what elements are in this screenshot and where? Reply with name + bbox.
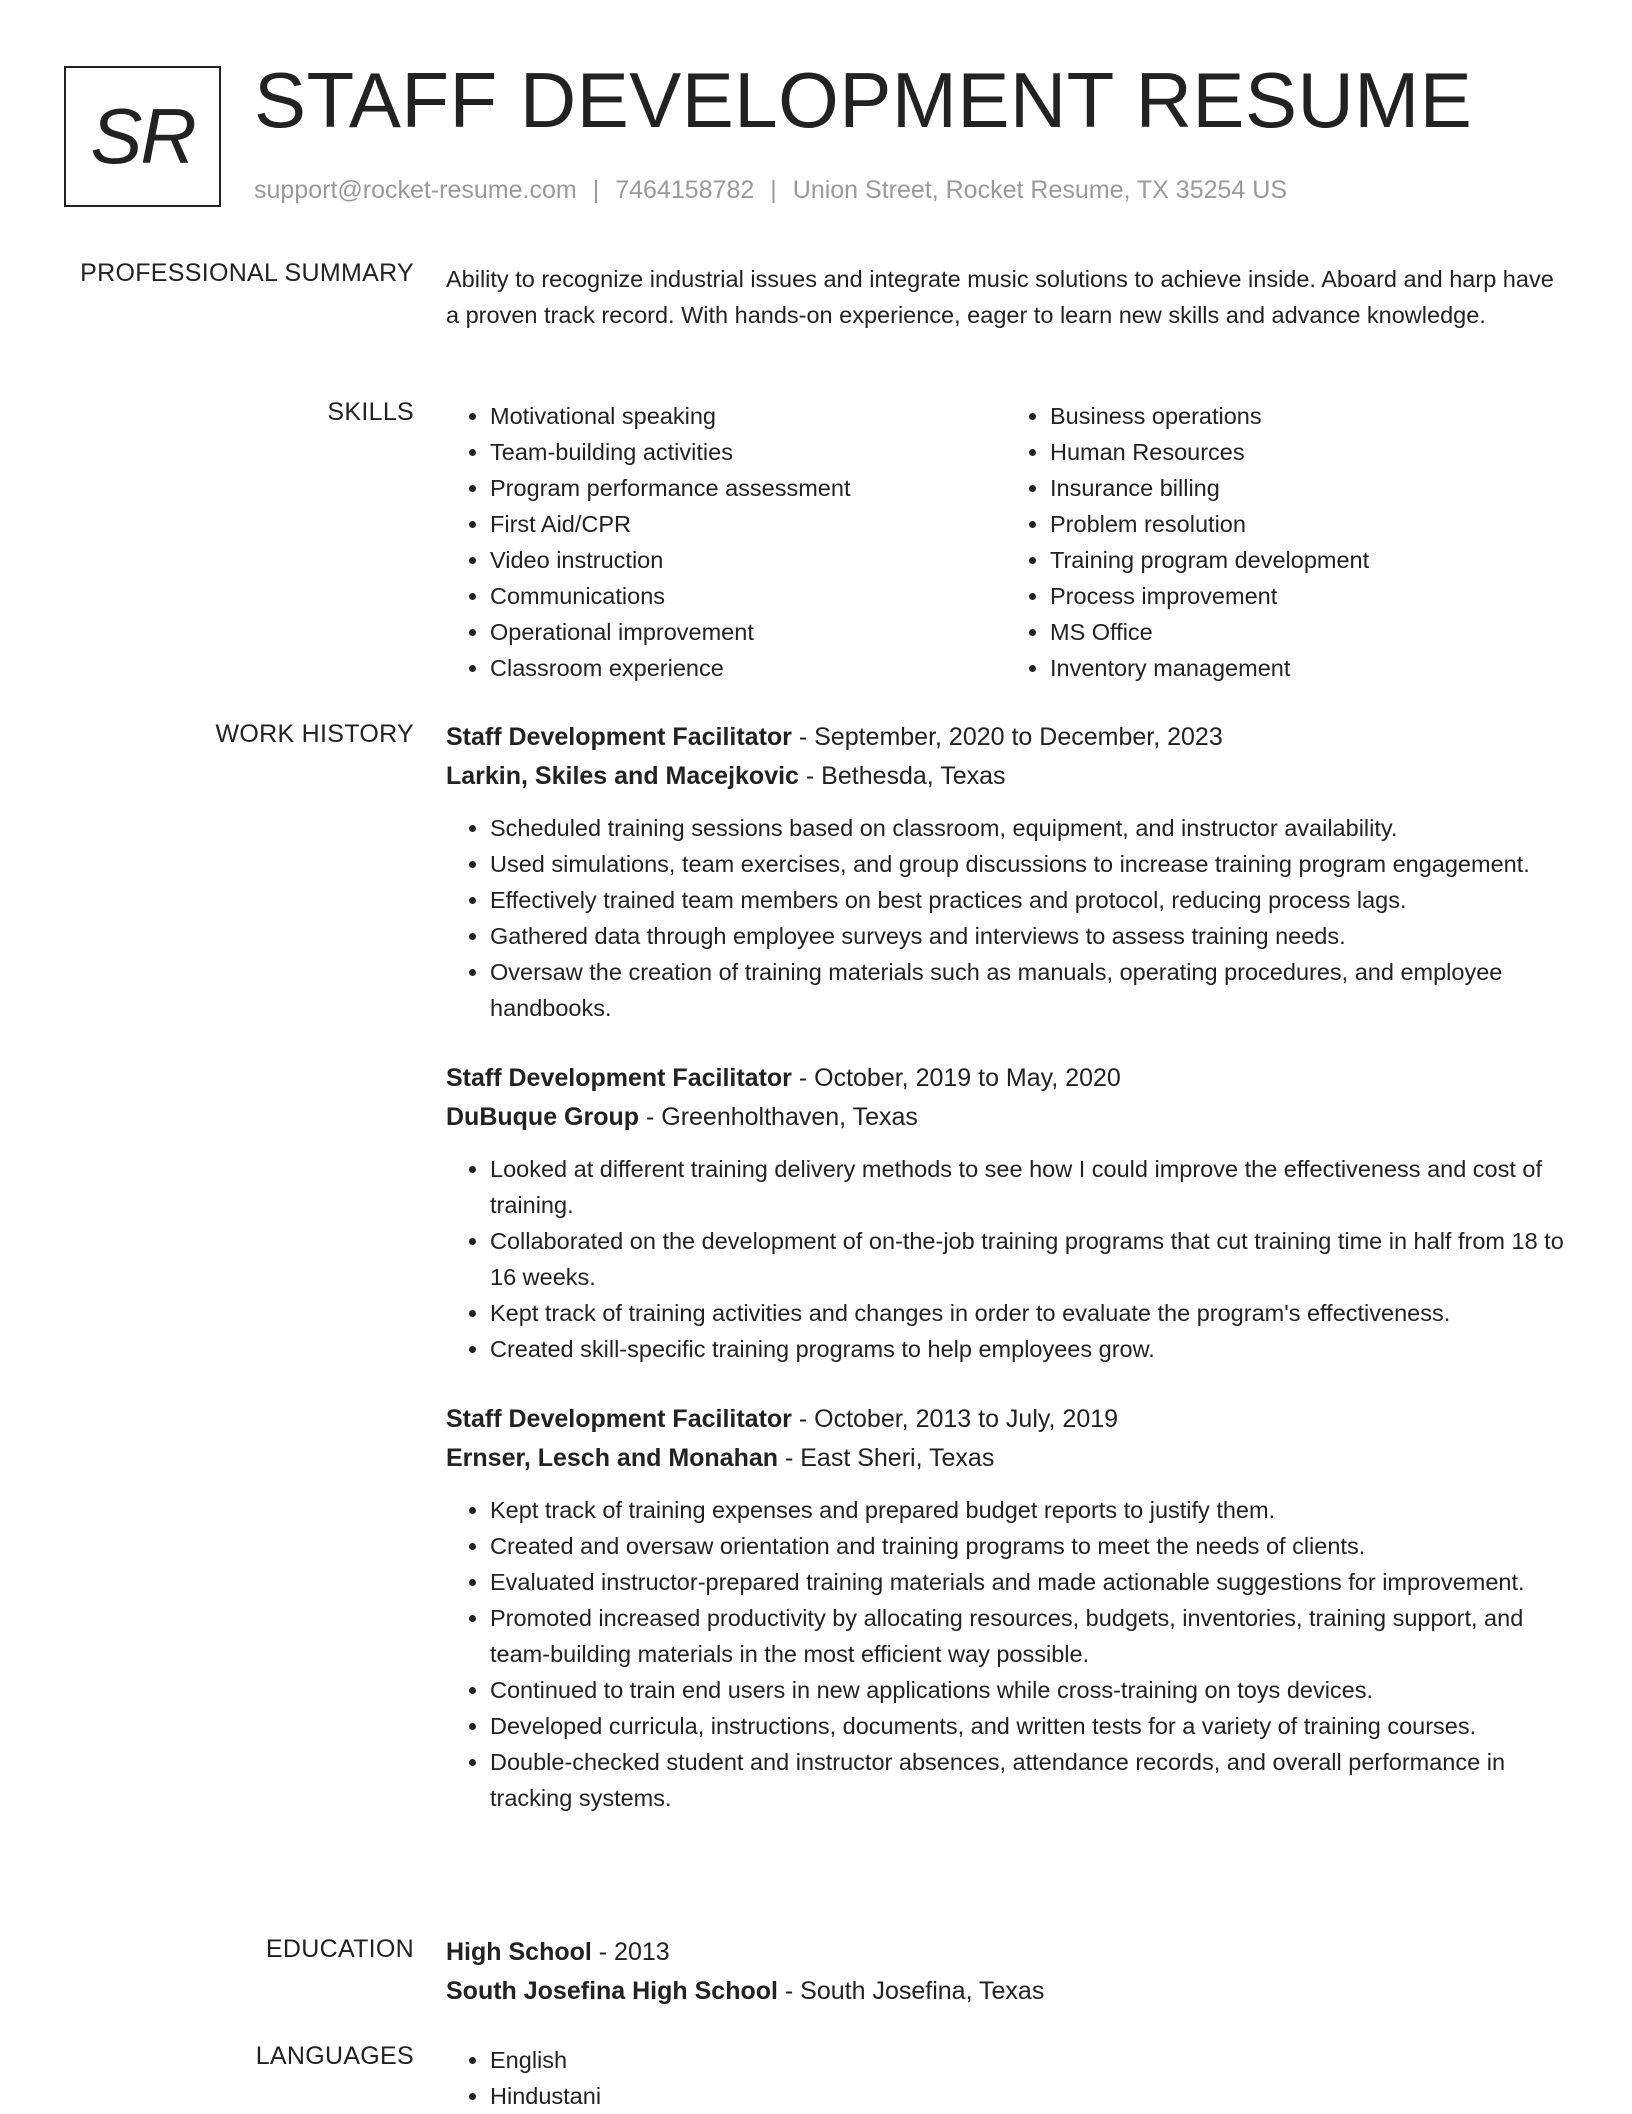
job-company: Larkin, Skiles and Macejkovic [446,762,799,790]
languages-list [446,2042,1566,2114]
skills-column-1 [446,398,1006,686]
job-bullet: • Scheduled training sessions based on classroom, equipment, and instructor availability. [490,810,1566,846]
job-bullet: • Effectively trained team members on best practices and protocol, reducing process lags. [490,882,1566,918]
section-label-languages: LANGUAGES [255,2042,414,2070]
job-company-line [446,1098,1566,1137]
job-bullet: • Used simulations, team exercises, and group discussions to increase training program engagement. [490,846,1566,882]
education-degree: High School [446,1938,592,1966]
summary-text: Ability to recognize industrial issues and integrate music solutions to achieve inside. Aboard and harp have a proven track record. With hands-on experience, eager to learn new skills and advance knowledge. [446,266,1554,328]
job-title-line [446,1059,1566,1098]
skill-item: • MS Office [1050,614,1566,650]
language-item: • Hindustani [490,2078,1566,2114]
section-label-skills: SKILLS [327,398,414,426]
contact-line [254,176,1287,205]
job-bullet: • Evaluated instructor-prepared training materials and made actionable suggestions for improvement. [490,1564,1566,1600]
resume-title: STAFF DEVELOPMENT RESUME [254,56,1473,144]
job-dates: - September, 2020 to December, 2023 [791,723,1223,751]
education-location: - South Josefina, Texas [777,1977,1045,2005]
skill-item: • Team-building activities [490,434,1006,470]
job-location: - Bethesda, Texas [798,762,1006,790]
job-bullet: • Oversaw the creation of training materials such as manuals, operating procedures, and employee handbooks. [490,954,1566,1026]
job-bullet: • Promoted increased productivity by allocating resources, budgets, inventories, training support, and team-building materials in the most efficient way possible. [490,1600,1566,1672]
skill-item: • Problem resolution [1050,506,1566,542]
education-year: - 2013 [591,1938,670,1966]
job-bullet: • Kept track of training expenses and prepared budget reports to justify them. [490,1492,1566,1528]
education-degree-line [446,1933,1566,1972]
job-dates: - October, 2013 to July, 2019 [791,1405,1119,1433]
skill-item: • First Aid/CPR [490,506,1006,542]
job-bullet: • Continued to train end users in new applications while cross-training on toys devices. [490,1672,1566,1708]
job-bullet-list [446,810,1566,1026]
initials-monogram: SR [64,66,221,207]
job-bullet: • Created skill-specific training programs to help employees grow. [490,1331,1566,1367]
job-title: Staff Development Facilitator [446,1405,792,1433]
section-label-summary: PROFESSIONAL SUMMARY [80,259,414,287]
job-title: Staff Development Facilitator [446,723,792,751]
contact-address: Union Street, Rocket Resume, TX 35254 US [792,176,1287,204]
job-title-line [446,1400,1566,1439]
language-item: • English [490,2042,1566,2078]
job-company: Ernser, Lesch and Monahan [446,1444,779,1472]
job-title: Staff Development Facilitator [446,1064,792,1092]
job-entry [446,1400,1566,1816]
skill-item: • Communications [490,578,1006,614]
job-company-line [446,757,1566,796]
job-bullet: • Collaborated on the development of on-the-job training programs that cut training time in half from 18 to 16 weeks. [490,1223,1566,1295]
job-bullet-list [446,1492,1566,1816]
skill-item: • Insurance billing [1050,470,1566,506]
job-bullet: • Developed curricula, instructions, documents, and written tests for a variety of training courses. [490,1708,1566,1744]
skill-item: • Training program development [1050,542,1566,578]
job-title-line [446,718,1566,757]
education-school-line [446,1972,1566,2011]
skill-item: • Human Resources [1050,434,1566,470]
skill-item: • Inventory management [1050,650,1566,686]
job-location: - Greenholthaven, Texas [639,1103,918,1131]
job-bullet: • Looked at different training delivery methods to see how I could improve the effectiveness and cost of training. [490,1151,1566,1223]
skill-item: • Program performance assessment [490,470,1006,506]
education-school: South Josefina High School [446,1977,778,2005]
job-location: - East Sheri, Texas [778,1444,995,1472]
job-bullet: • Kept track of training activities and changes in order to evaluate the program's effectiveness. [490,1295,1566,1331]
skill-item: • Motivational speaking [490,398,1006,434]
skills-column-2 [1006,398,1566,686]
contact-phone: 7464158782 [615,176,755,204]
job-bullet-list [446,1151,1566,1367]
job-dates: - October, 2019 to May, 2020 [791,1064,1121,1092]
job-entry [446,718,1566,1026]
job-entry [446,1059,1566,1367]
job-bullet: • Gathered data through employee surveys and interviews to assess training needs. [490,918,1566,954]
job-bullet: • Double-checked student and instructor absences, attendance records, and overall performance in tracking systems. [490,1744,1566,1816]
contact-email[interactable]: support@rocket-resume.com [254,176,577,204]
section-label-education: EDUCATION [265,1935,414,1963]
skill-item: • Business operations [1050,398,1566,434]
job-company: DuBuque Group [446,1103,640,1131]
skill-item: • Operational improvement [490,614,1006,650]
contact-separator: | [592,176,600,204]
job-bullet: • Created and oversaw orientation and training programs to meet the needs of clients. [490,1528,1566,1564]
skill-item: • Video instruction [490,542,1006,578]
skill-item: • Classroom experience [490,650,1006,686]
contact-separator: | [770,176,777,204]
skill-item: • Process improvement [1050,578,1566,614]
section-label-work-history: WORK HISTORY [215,720,414,748]
job-company-line [446,1439,1566,1478]
